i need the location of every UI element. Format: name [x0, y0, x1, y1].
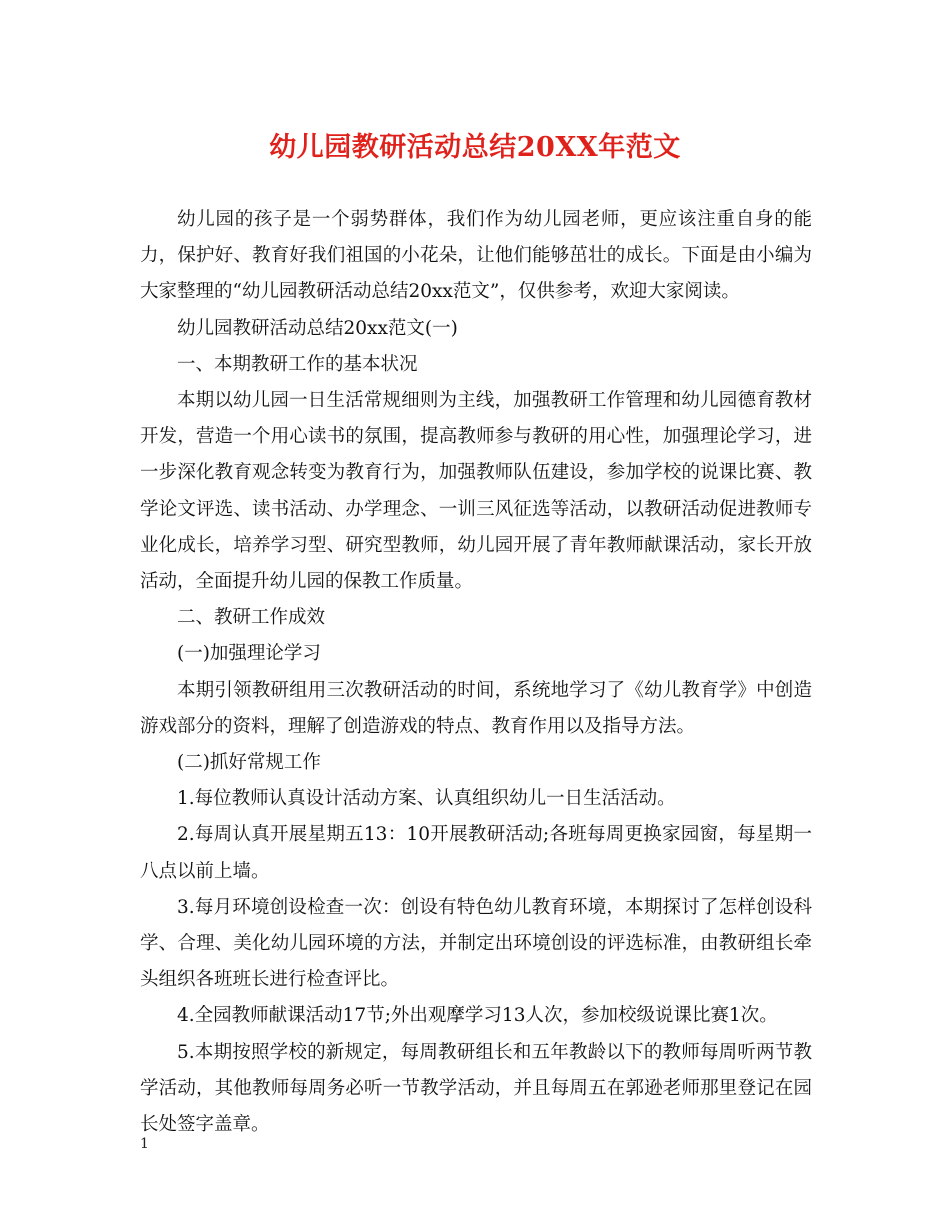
page-number: 1 — [140, 1136, 149, 1152]
list-item-4: 4.全园教师献课活动17节;外出观摩学习13人次，参加校级说课比赛1次。 — [177, 1005, 778, 1027]
document-body — [140, 202, 812, 1143]
heading-section-1: 一、本期教研工作的基本状况 — [177, 353, 418, 375]
list-item-2: 2.每周认真开展星期五13：10开展教研活动;各班每周更换家园窗，每星期一八点以前上墙。 — [140, 824, 812, 882]
heading-subsection-2: (二)抓好常规工作 — [177, 752, 321, 774]
paragraph-intro: 幼儿园的孩子是一个弱势群体，我们作为幼儿园老师，更应该注重自身的能力，保护好、教育好我们祖国的小花朵，让他们能够茁壮的成长。下面是由小编为大家整理的“幼儿园教研活动总结20xx范文”，仅供参考，欢迎大家阅读。 — [140, 209, 812, 303]
heading-section-2: 二、教研工作成效 — [177, 607, 326, 629]
paragraph-section-1: 本期以幼儿园一日生活常规细则为主线，加强教研工作管理和幼儿园德育教材开发，营造一个用心读书的氛围，提高教师参与教研的用心性，加强理论学习，进一步深化教育观念转变为教育行为，加强教师队伍建设，参加学校的说课比赛、教学论文评选、读书活动、办学理念、一训三风征选等活动，以教研活动促进教师专业化成长，培养学习型、研究型教师，幼儿园开展了青年教师献课活动，家长开放活动，全面提升幼儿园的保教工作质量。 — [140, 390, 812, 593]
paragraph-subtitle: 幼儿园教研活动总结20xx范文(一) — [177, 317, 458, 339]
heading-subsection-1: (一)加强理论学习 — [177, 643, 321, 665]
list-item-5: 5.本期按照学校的新规定，每周教研组长和五年教龄以下的教师每周听两节教学活动，其他教师每周务必听一节教学活动，并且每周五在郭逊老师那里登记在园长处签字盖章。 — [140, 1041, 812, 1136]
list-item-1: 1.每位教师认真设计活动方案、认真组织幼儿一日生活活动。 — [177, 788, 676, 810]
list-item-3: 3.每月环境创设检查一次：创设有特色幼儿教育环境，本期探讨了怎样创设科学、合理、美化幼儿园环境的方法，并制定出环境创设的评选标准，由教研组长牵头组织各班班长进行检查评比。 — [140, 896, 812, 991]
document-title: 幼儿园教研活动总结20XX年范文 — [269, 132, 681, 163]
paragraph-subsection-1: 本期引领教研组用三次教研活动的时间，系统地学习了《幼儿教育学》中创造游戏部分的资料，理解了创造游戏的特点、教育作用以及指导方法。 — [140, 679, 812, 737]
